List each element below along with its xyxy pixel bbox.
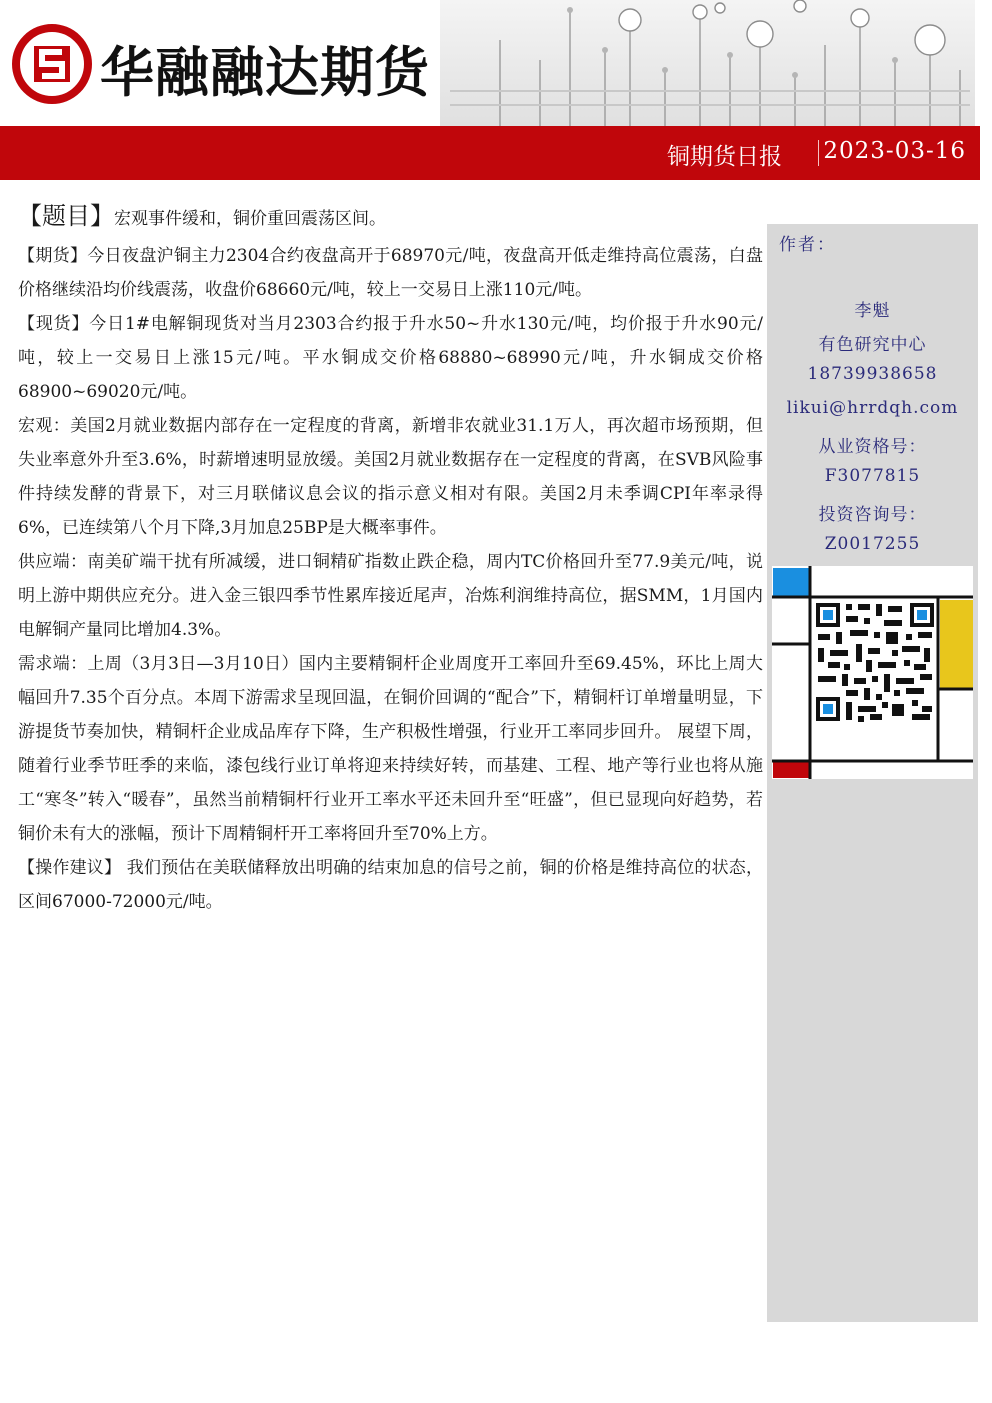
consult-number: Z0017255 [824,534,921,554]
email-address: likui@hrrdqh.com [786,398,959,418]
department: 有色研究中心 [818,335,927,355]
title-tag: 【题目】 [18,202,114,230]
paragraph-spot: 【现货】今日1#电解铜现货对当月2303合约报于升水50~升水130元/吨，均价报于升水90元/吨，较上一交易日上涨15元/吨。平水铜成交价格68880~68990元/吨，升水铜成交价格68900~69020元/吨。 [18,314,764,402]
title-text: 宏观事件缓和，铜价重回震荡区间。 [114,209,386,229]
consult-label: 投资咨询号： [818,505,927,525]
report-header [0,0,992,182]
company-name: 华融融达期货 [100,41,430,104]
author-name: 李魁 [854,301,891,321]
paragraph-futures: 【期货】今日夜盘沪铜主力2304合约夜盘高开于68970元/吨，夜盘高开低走维持高位震荡，白盘价格继续沿均价线震荡，收盘价68660元/吨，较上一交易日上涨110元/吨。 [18,246,763,300]
paragraph-advice: 【操作建议】 我们预估在美联储释放出明确的结束加息的信号之前，铜的价格是维持高位的状态，区间67000-72000元/吨。 [18,858,763,912]
report-banner [0,126,980,180]
report-body [18,196,763,919]
qr-code-panel [772,566,973,779]
author-sidebar [767,224,978,1322]
paragraph-demand: 需求端：上周（3月3日—3月10日）国内主要精铜杆企业周度开工率回升至69.45%，环比上周大幅回升7.35个百分点。本周下游需求呈现回温，在铜价回调的“配合”下，精铜杆订单增量明显，下游提货节奏加快，精铜杆企业成品库存下降，生产积极性增强，行业开工率同步回升。 展望下周，随着行业季节旺季的来临，漆包线行业订单将迎来持续好转，而基建、工程、地产等行业也将从施工“寒冬”转入“暖春”，虽然当前精铜杆行业开工率水平还未回升至“旺盛”，但已显现向好趋势，若铜价未有大的涨幅，预计下周精铜杆开工率将回升至70%上方。 [18,654,764,844]
report-type: 铜期货日报 [667,144,782,170]
qualification-label: 从业资格号： [818,437,927,457]
paragraph-macro: 宏观：美国2月就业数据内部存在一定程度的背离，新增非农就业31.1万人，再次超市场预期，但失业率意外升至3.6%，时薪增速明显放缓。美国2月就业数据存在一定程度的背离，在SVB风险事件持续发酵的背景下，对三月联储议息会议的指示意义相对有限。美国2月未季调CPI年率录得6%，已连续第八个月下降,3月加息25BP是大概率事件。 [18,416,764,538]
author-label: 作者： [779,235,836,255]
header-decoration [440,0,975,126]
phone-number: 18739938658 [807,364,938,384]
qr-code [772,566,973,779]
report-title [18,196,763,239]
report-date: 2023-03-16 [823,138,966,164]
banner-separator [818,140,819,166]
paragraph-supply: 供应端：南美矿端干扰有所减缓，进口铜精矿指数止跌企稳，周内TC价格回升至77.9美元/吨，说明上游中期供应充分。进入金三银四季节性累库接近尾声，冶炼利润维持高位，据SMM，1月国内电解铜产量同比增加4.3%。 [18,552,763,640]
qualification-number: F3077815 [824,466,921,486]
company-logo [12,24,92,104]
